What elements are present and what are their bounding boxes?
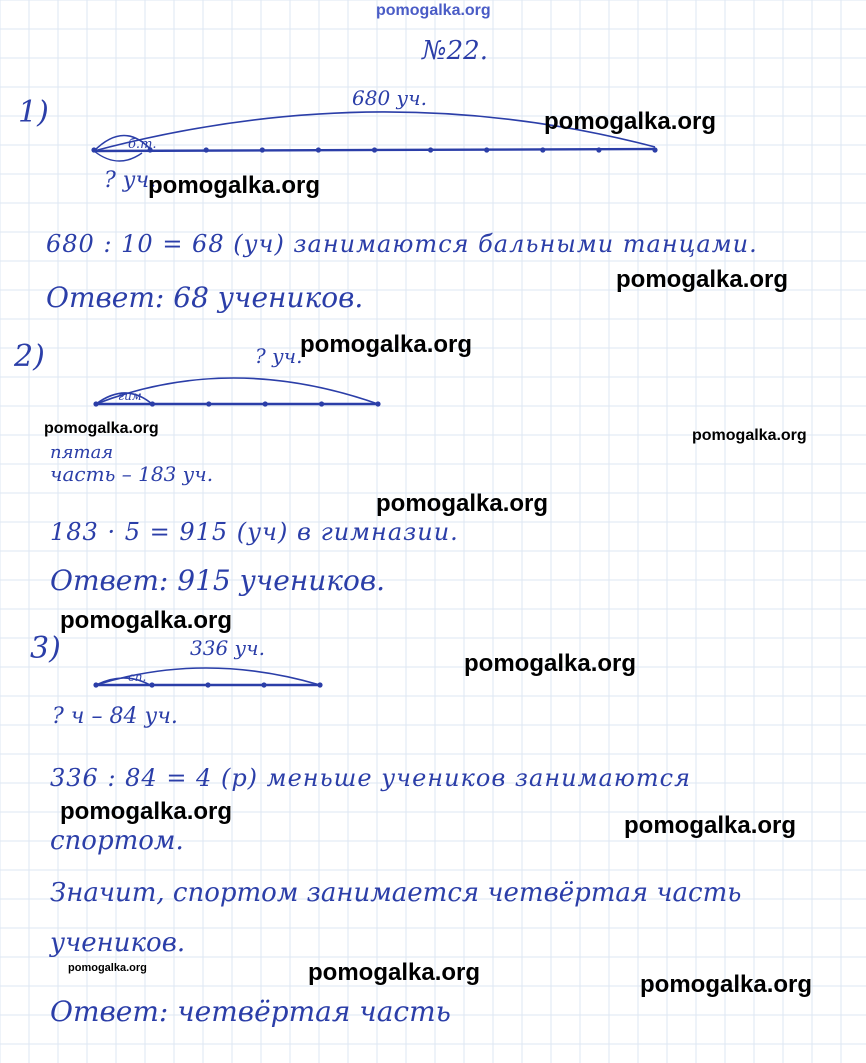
task1-number: 1) [18,95,49,130]
watermark: pomogalka.org [640,971,813,998]
task2-segment-tick [150,401,155,406]
task2-segment-tick [375,401,380,406]
task1-question-arc [94,151,142,161]
task1-segment-tick [204,147,209,152]
watermark: pomogalka.org [376,490,549,517]
task1-segment-tick [428,147,433,152]
task2-part-label: гим [118,389,142,403]
task3-answer: Ответ: четвёртая часть [50,995,451,1028]
task3-segment-tick [317,682,322,687]
watermark: pomogalka.org [60,607,233,634]
task1-segment-tick [652,147,657,152]
task3-segment-tick [93,682,98,687]
task1-answer: Ответ: 68 учеников. [46,281,364,314]
task3-conclusion-line2: учеников. [50,928,186,958]
task2-segment-tick [93,401,98,406]
task2-segment-tick [263,401,268,406]
task1-question-label: ? уч. [104,168,157,193]
task1-calculation: 680 : 10 = 68 (уч) занимаются бальными танцами. [46,230,758,258]
task1-total-label: 680 уч. [352,86,427,110]
task3-number: 3) [30,631,61,666]
task1-segment-diagram [80,95,680,175]
task3-calculation: 336 : 84 = 4 (р) меньше учеников занимаются [50,764,692,792]
watermark: pomogalka.org [148,172,321,199]
task2-segment-tick [319,401,324,406]
task2-calculation: 183 · 5 = 915 (уч) в гимназии. [50,518,459,546]
task2-segment-tick [206,401,211,406]
task2-note-line2: часть – 183 уч. [50,462,214,486]
task2-note-line1: пятая [50,442,114,463]
task2-question-label: ? уч. [255,344,303,368]
task2-number: 2) [14,339,45,374]
watermark: pomogalka.org [692,427,807,444]
task3-total-label: 336 уч. [190,636,265,660]
watermark: pomogalka.org [616,266,789,293]
task3-segment-diagram [84,655,334,700]
watermark: pomogalka.org [300,331,473,358]
task1-segment-tick [596,147,601,152]
task3-segment-tick [205,682,210,687]
watermark: pomogalka.org [44,420,159,437]
watermark: pomogalka.org [68,962,147,974]
task3-segment-tick [261,682,266,687]
watermark: pomogalka.org [60,798,233,825]
watermark: pomogalka.org [544,108,717,135]
task3-segment-tick [149,682,154,687]
task3-part-label: сп. [128,670,147,684]
problem-number: №22. [422,36,488,66]
task1-segment-tick [316,147,321,152]
task1-segment-tick [91,147,96,152]
task1-segment-tick [260,147,265,152]
task3-conclusion-line1: Значит, спортом занимается четвёртая часть [50,878,742,908]
task3-note: ? ч – 84 уч. [52,704,178,729]
task3-calculation-cont: спортом. [50,826,184,856]
task1-segment-tick [372,147,377,152]
watermark: pomogalka.org [308,959,481,986]
top-watermark: pomogalka.org [376,2,491,19]
task1-segment-tick [540,147,545,152]
task1-segment-tick [484,147,489,152]
watermark: pomogalka.org [464,650,637,677]
task2-answer: Ответ: 915 учеников. [50,564,386,597]
task1-part-label: б.т. [128,137,157,152]
watermark: pomogalka.org [624,812,797,839]
